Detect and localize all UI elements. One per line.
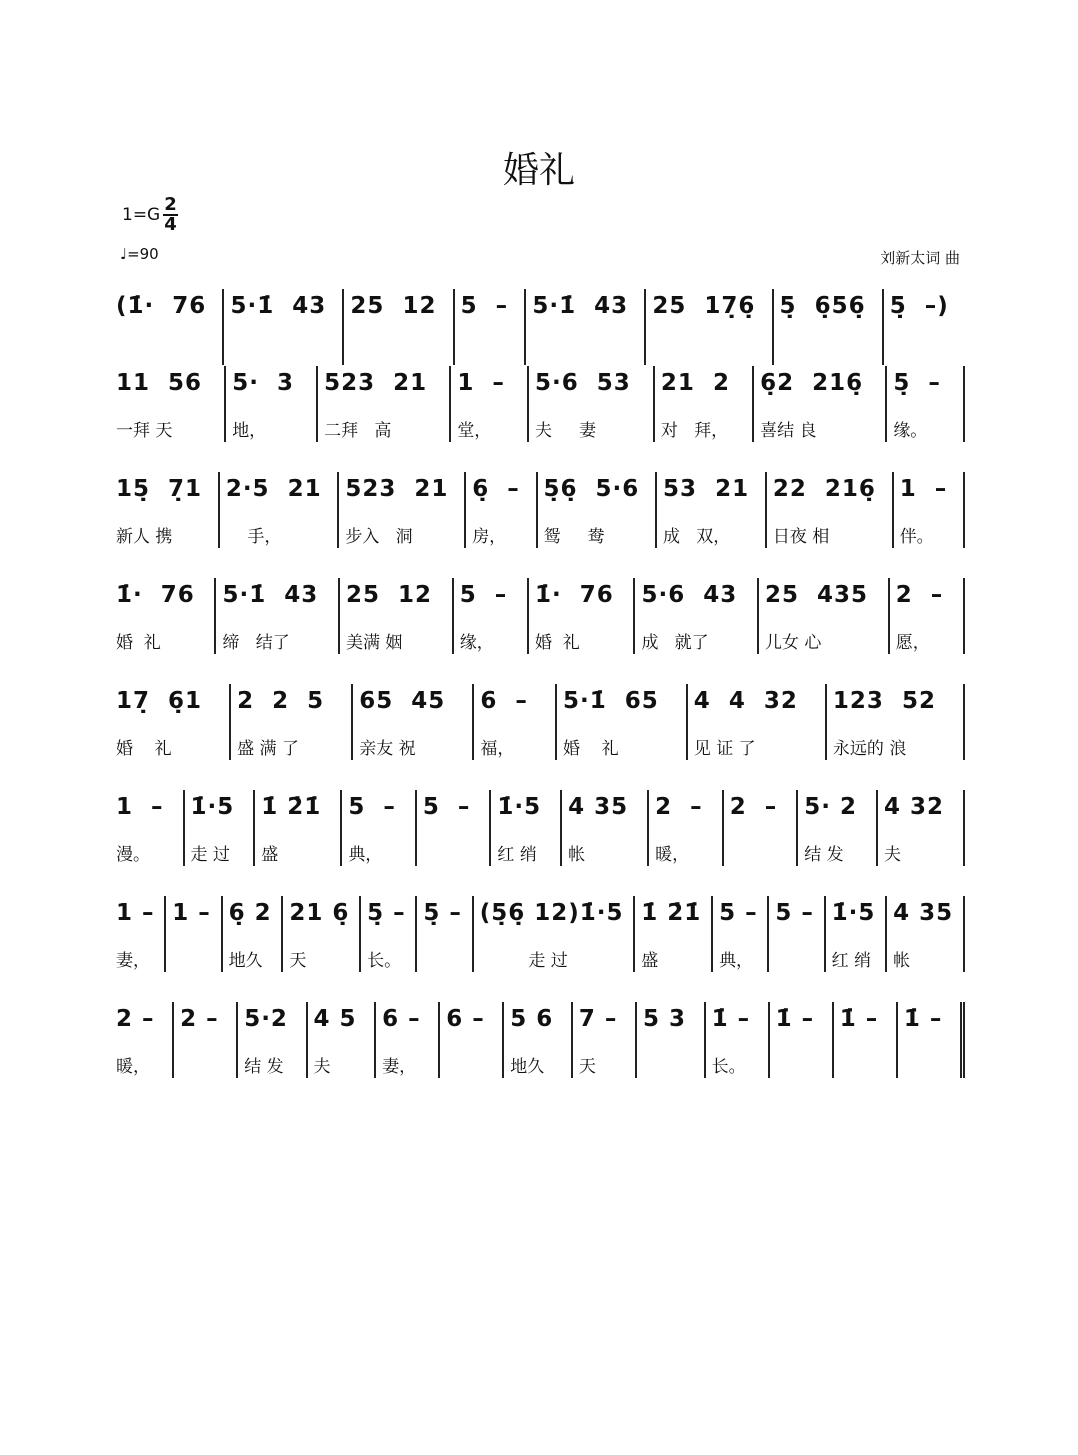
measure (529, 366, 655, 442)
measure-notes: 1̇·5 (831, 900, 876, 926)
measure (308, 1002, 377, 1078)
measure-notes: 5 3 (642, 1006, 686, 1032)
measure-lyric: 地久 (228, 951, 263, 971)
measure-notes: 2 2 5 (237, 688, 325, 714)
measure-lyric: 地， (232, 421, 267, 441)
measure-lyric (180, 1056, 230, 1078)
measure-lyric: 长。 (711, 1057, 746, 1077)
measure-notes: 2 – (655, 794, 703, 820)
measure-notes: 5 – (719, 900, 758, 926)
measure-lyric: 结 发 (244, 1057, 284, 1077)
measure-notes: 6̣ – (472, 476, 520, 502)
measure-notes: 2 – (729, 794, 778, 820)
measure-lyric: 红 绡 (831, 951, 872, 971)
measure (238, 1002, 307, 1078)
score-row (110, 366, 965, 442)
measure (504, 1002, 573, 1078)
measure-lyric: 喜结 良 (760, 421, 817, 441)
measure-lyric (172, 950, 214, 972)
measure-lyric: 漫。 (116, 845, 150, 865)
measure (417, 790, 492, 866)
measure-lyric: 二拜 高 (324, 421, 392, 441)
measure (894, 472, 965, 548)
measure-lyric (652, 343, 765, 365)
measure (562, 790, 649, 866)
measure-lyric: 暖， (116, 1057, 150, 1077)
measure (339, 472, 466, 548)
measure-lyric: 婚 礼 (116, 633, 161, 653)
measure-notes: 5·1̇ 65 (562, 688, 659, 714)
measure-lyric: 帐 (893, 951, 911, 971)
key-label: 1=G (122, 205, 161, 225)
measure-lyric: 走 过 (479, 951, 568, 971)
measure (110, 1002, 174, 1078)
measure-notes: 53 21 (663, 476, 750, 502)
score-row (110, 1002, 965, 1078)
measure-lyric: 对 拜， (660, 421, 729, 441)
measure-lyric (230, 343, 336, 365)
measure-notes: 5 – (348, 794, 396, 820)
score-row (110, 472, 965, 548)
measure (220, 472, 340, 548)
measure (110, 896, 166, 972)
measure-lyric (890, 343, 959, 365)
measure-notes: 2·5 21 (225, 476, 322, 502)
measure-notes: 5·6 43 (641, 582, 738, 608)
measure (223, 896, 284, 972)
measure-notes: 1̇ – (775, 1006, 815, 1032)
measure (538, 472, 658, 548)
measure (231, 684, 353, 760)
measure-lyric: 新人 携 (116, 527, 173, 547)
measure-lyric (780, 343, 876, 365)
measure-notes: 65 45 (359, 688, 446, 714)
measure-notes: (1̇· 76 (116, 293, 207, 319)
measure-notes: 21 2 (660, 370, 730, 396)
measure (557, 684, 688, 760)
measure (798, 790, 878, 866)
measure-lyric: 步入 洞 (345, 527, 413, 547)
measure-notes: 5· 2 (804, 794, 857, 820)
measure-lyric: 成 双， (663, 527, 731, 547)
measure (110, 366, 226, 442)
measure (713, 896, 769, 972)
measure-notes: 5̣ 6̣56̣ (779, 293, 866, 319)
measure-notes: 1̇· 76 (116, 582, 195, 608)
measure (110, 790, 185, 866)
measure-notes: 22 216̣ (772, 476, 876, 502)
measure (526, 289, 646, 365)
measure (454, 578, 529, 654)
measure-lyric (840, 1056, 890, 1078)
measure-notes: 5 – (775, 900, 814, 926)
measure-notes: 123 52 (832, 688, 936, 714)
measure-notes: 523 21 (345, 476, 449, 502)
measure-notes: 1̇ 2̇1̇ (641, 900, 702, 926)
measure-notes: 5̣6̣ 5·6 (543, 476, 640, 502)
measure-lyric (423, 844, 484, 866)
score-row (110, 289, 965, 365)
measure (706, 1002, 770, 1078)
measure (353, 684, 474, 760)
key-signature (122, 196, 178, 234)
measure-notes: 2 – (895, 582, 944, 608)
measure-notes: 1̇ – (839, 1006, 879, 1032)
measure (361, 896, 417, 972)
measure-notes: 17̣ 6̣1 (116, 688, 203, 714)
measure-notes: 5 – (459, 582, 508, 608)
measure (474, 684, 557, 760)
measure (887, 896, 965, 972)
measure-lyric: 房， (472, 527, 507, 547)
measure-notes: 1 – (457, 370, 505, 396)
measure (451, 366, 529, 442)
measure (466, 472, 537, 548)
measure (898, 1002, 965, 1078)
measure-lyric: 亲友 祝 (359, 739, 416, 759)
measure (529, 578, 635, 654)
measure-notes: (5̣6̣ 12)1̇·5 (479, 900, 624, 926)
measure (767, 472, 894, 548)
measure-notes: 4 35 (568, 794, 629, 820)
measure-lyric: 典， (719, 951, 754, 971)
measure-notes: 5·1̇ 43 (222, 582, 319, 608)
measure (440, 1002, 504, 1078)
measure-notes: 523 21 (324, 370, 428, 396)
measure-notes: 5̣ – (423, 900, 462, 926)
measure (185, 790, 256, 866)
measure (166, 896, 222, 972)
measure (110, 684, 231, 760)
measure (342, 790, 417, 866)
measure (646, 289, 773, 365)
measure (216, 578, 339, 654)
measure-notes: 6 – (382, 1006, 421, 1032)
measure (834, 1002, 898, 1078)
measure-notes: 6̣ 2 (228, 900, 272, 926)
measure-notes: 25 12 (350, 293, 437, 319)
measure-lyric (461, 343, 519, 365)
measure-lyric: 缘， (459, 633, 494, 653)
measure-lyric (446, 1056, 496, 1078)
measure (110, 472, 220, 548)
measure-lyric: 盛 满 了 (237, 739, 299, 759)
measure (884, 289, 965, 365)
measure-notes: 5·2 (244, 1006, 288, 1032)
composer-credit: 刘新太词 曲 (880, 249, 960, 267)
measure-notes: 21 6̣ (289, 900, 350, 926)
measure-lyric: 愿， (895, 633, 930, 653)
measure (255, 790, 342, 866)
measure (890, 578, 965, 654)
time-signature-bottom: 4 (164, 214, 177, 235)
measure-lyric (775, 950, 817, 972)
measure-lyric: 手， (225, 527, 282, 547)
measure-notes: 5· 3 (232, 370, 294, 396)
measure-lyric: 盛 (641, 951, 659, 971)
measure-lyric: 妻， (382, 1057, 417, 1077)
measure (573, 1002, 637, 1078)
measure (688, 684, 827, 760)
measure-lyric (116, 343, 216, 365)
measure (417, 896, 473, 972)
measure-notes: 5̣ – (893, 370, 941, 396)
measure (376, 1002, 440, 1078)
measure-notes: 5·1̇ 43 (230, 293, 327, 319)
measure-lyric: 美满 姻 (345, 633, 403, 653)
measure-lyric (532, 343, 638, 365)
measure (655, 366, 754, 442)
measure-notes: 5̣ – (367, 900, 406, 926)
measure (110, 289, 224, 365)
measure-lyric: 成 就了 (641, 633, 709, 653)
score-row (110, 684, 965, 760)
measure-lyric (423, 950, 465, 972)
measure-lyric: 缘。 (893, 421, 928, 441)
measure-notes: 5·1̇ 43 (532, 293, 629, 319)
measure-lyric: 鸳 鸯 (543, 527, 605, 547)
measure-notes: 25 435 (764, 582, 868, 608)
measure (649, 790, 724, 866)
measure-lyric: 天 (289, 951, 307, 971)
measure-notes: 5 – (422, 794, 471, 820)
measure-lyric: 暖， (655, 845, 690, 865)
measure-notes: 1̇· 76 (534, 582, 614, 608)
measure (283, 896, 361, 972)
measure-notes: 1 – (116, 794, 164, 820)
measure-notes: 25 17̣6̣ (652, 293, 756, 319)
measure-lyric: 妻， (116, 951, 150, 971)
measure-lyric: 红 绡 (497, 845, 537, 865)
measure-notes: 6 – (446, 1006, 485, 1032)
time-signature (163, 196, 178, 234)
measure-lyric (730, 844, 791, 866)
score-row (110, 896, 965, 972)
measure (657, 472, 767, 548)
measure-notes: 4 4 32 (693, 688, 798, 714)
measure-notes: 7 – (578, 1006, 618, 1032)
measure-lyric: 堂， (457, 421, 492, 441)
measure-notes: 5̣ –) (889, 293, 949, 319)
measure (344, 289, 454, 365)
measure-lyric: 伴。 (899, 527, 934, 547)
measure-lyric: 永远的 浪 (832, 739, 907, 759)
measure-lyric: 盛 (261, 845, 279, 865)
measure-lyric (643, 1056, 698, 1078)
measure (635, 896, 713, 972)
measure-lyric: 婚 礼 (116, 739, 172, 759)
measure (174, 1002, 238, 1078)
measure-lyric: 见 证 了 (693, 739, 756, 759)
measure (224, 289, 344, 365)
measure-lyric: 长。 (367, 951, 402, 971)
measure-lyric: 天 (578, 1057, 596, 1077)
measure-lyric: 夫 (313, 1057, 331, 1077)
time-signature-top: 2 (164, 194, 177, 215)
measure (635, 578, 758, 654)
measure-notes: 1̇ – (711, 1006, 751, 1032)
measure (774, 289, 884, 365)
measure (491, 790, 562, 866)
measure (826, 896, 888, 972)
measure-notes: 1 – (116, 900, 155, 926)
measure (724, 790, 799, 866)
measure-lyric: 结 发 (804, 845, 844, 865)
measure-lyric (350, 343, 446, 365)
song-title: 婚礼 (502, 150, 575, 191)
measure-notes: 1 – (172, 900, 211, 926)
measure (769, 896, 825, 972)
measure (770, 1002, 834, 1078)
measure (340, 578, 454, 654)
measure (878, 790, 965, 866)
measure-notes: 1̇ – (903, 1006, 943, 1032)
measure-notes: 1̇·5 (190, 794, 235, 820)
measure (474, 896, 636, 972)
measure-lyric: 夫 (883, 845, 901, 865)
measure-notes: 11 56 (116, 370, 203, 396)
measure (887, 366, 965, 442)
measure-notes: 6̣2 216̣ (760, 370, 864, 396)
score-row (110, 790, 965, 866)
measure-lyric: 夫 妻 (535, 421, 597, 441)
measure-notes: 6 – (480, 688, 528, 714)
measure-lyric: 走 过 (190, 845, 230, 865)
measure-lyric (776, 1056, 826, 1078)
measure (226, 366, 318, 442)
measure-lyric: 婚 礼 (534, 633, 580, 653)
measure-lyric: 婚 礼 (562, 739, 619, 759)
measure (754, 366, 887, 442)
measure-lyric: 儿女 心 (764, 633, 822, 653)
measure (827, 684, 965, 760)
tempo-marking: ♩=90 (120, 245, 159, 263)
measure-lyric: 福， (480, 739, 515, 759)
measure-notes: 5·6 53 (535, 370, 631, 396)
measure (637, 1002, 706, 1078)
measure-notes: 1 – (899, 476, 948, 502)
measure (455, 289, 527, 365)
measure-lyric: 一拜 天 (116, 421, 173, 441)
measure-lyric: 典， (348, 845, 383, 865)
measure-notes: 5 6 (510, 1006, 554, 1032)
measure-notes: 25 12 (345, 582, 432, 608)
score-row (110, 578, 965, 654)
measure-lyric: 日夜 相 (772, 527, 830, 547)
measure (318, 366, 451, 442)
measure-notes: 4 35 (893, 900, 954, 926)
measure-notes: 15̣ 7̣1 (116, 476, 203, 502)
measure-lyric: 帐 (568, 845, 586, 865)
measure-notes: 2 – (116, 1006, 155, 1032)
measure-lyric: 缔 结了 (222, 633, 290, 653)
measure-notes: 1̇ 2̇1̇ (261, 794, 322, 820)
measure-notes: 4 5 (313, 1006, 357, 1032)
measure (759, 578, 890, 654)
measure-lyric: 地久 (510, 1057, 545, 1077)
measure (110, 578, 216, 654)
measure-notes: 4 32 (883, 794, 945, 820)
measure-notes: 1̇·5 (497, 794, 542, 820)
measure-notes: 5 – (460, 293, 509, 319)
measure-lyric (904, 1056, 954, 1078)
measure-notes: 2 – (180, 1006, 219, 1032)
